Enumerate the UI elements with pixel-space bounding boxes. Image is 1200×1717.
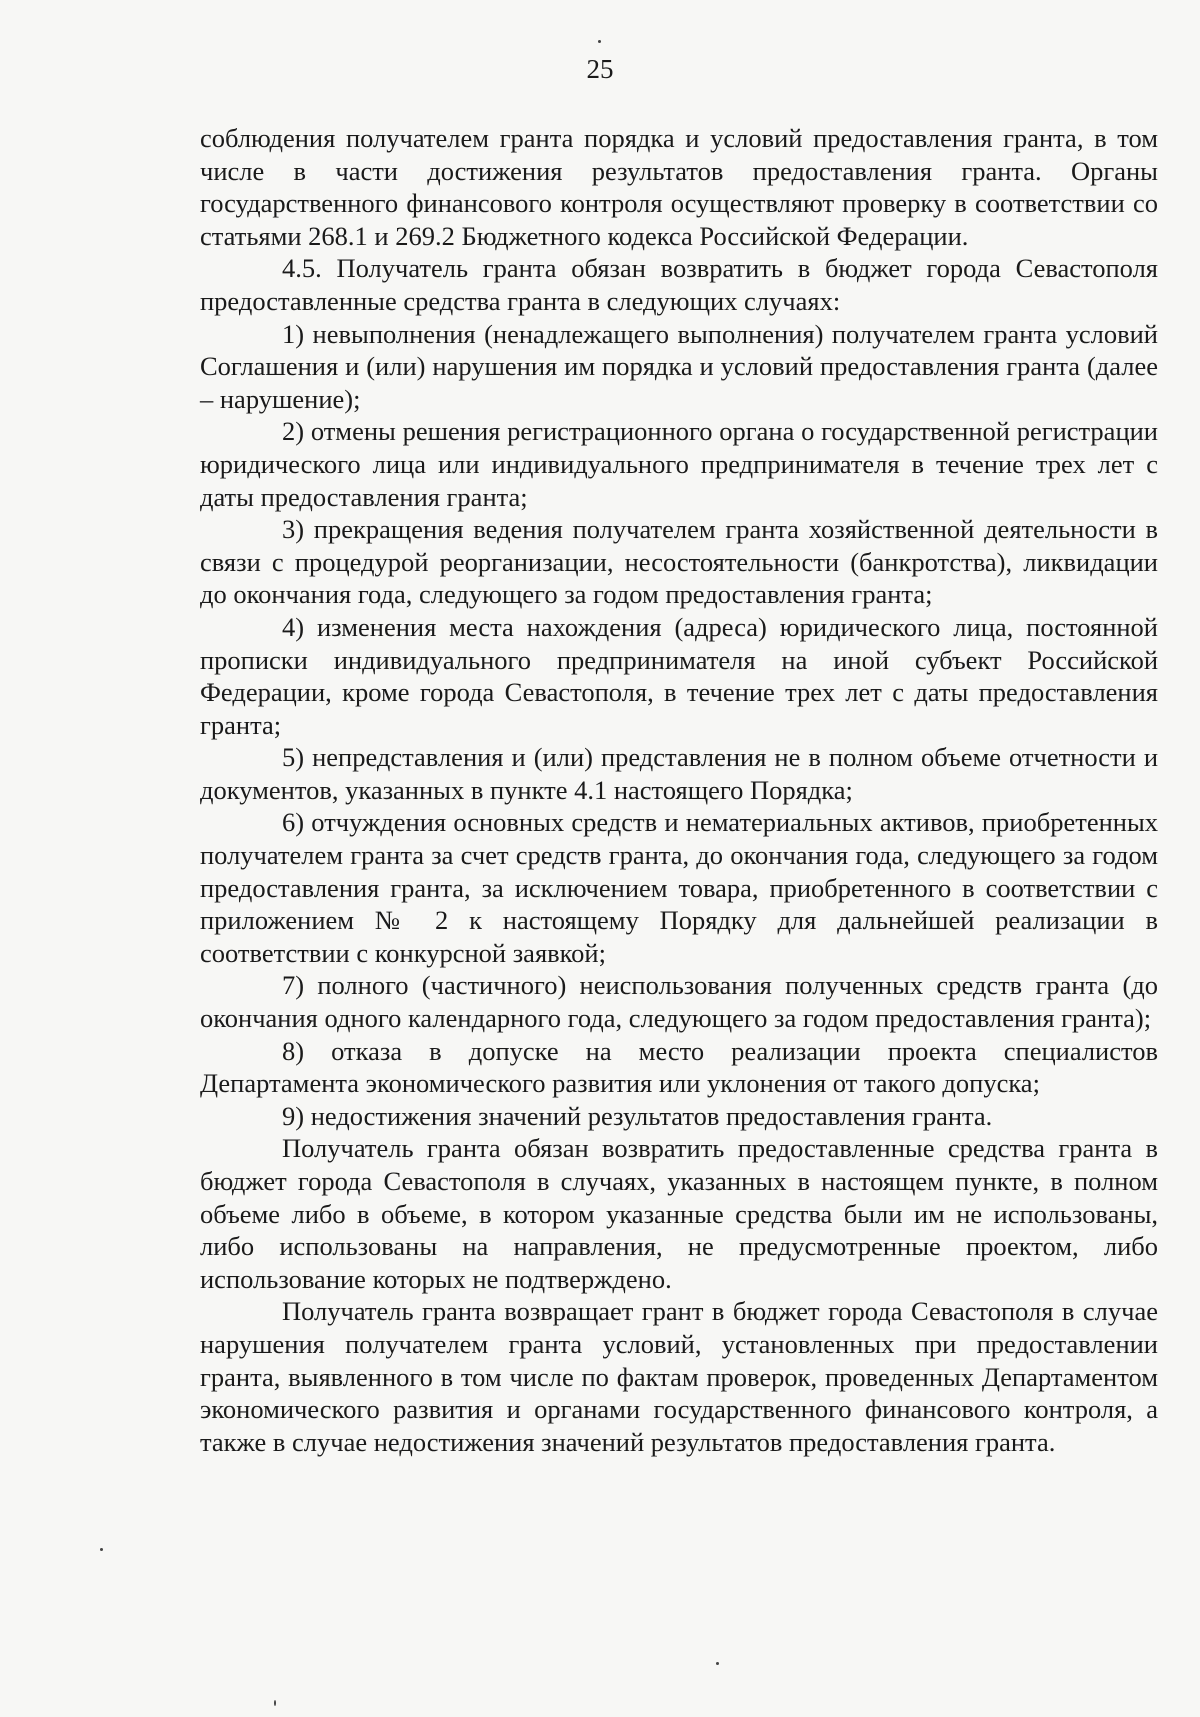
list-item-1: 1) невыполнения (ненадлежащего выполнения) получателем гранта условий Соглашения и (или) нарушения им порядка и условий предоставления гранта (далее – нарушение); bbox=[200, 318, 1158, 414]
scan-speck bbox=[716, 1662, 719, 1665]
list-item-8: 8) отказа в допуске на место реализации проекта специалистов Департамента экономического развития или уклонения от такого допуска; bbox=[200, 1035, 1158, 1099]
page-number: 25 bbox=[586, 54, 614, 84]
scan-speck bbox=[100, 1548, 103, 1551]
list-item-2: 2) отмены решения регистрационного органа о государственной регистрации юридического лица или индивидуального предпринимателя в течение трех лет с даты предоставления гранта; bbox=[200, 416, 1158, 512]
list-item-5: 5) непредставления и (или) представления не в полном объеме отчетности и документов, указанных в пункте 4.1 настоящего Порядка; bbox=[200, 742, 1158, 805]
document-body bbox=[200, 122, 1158, 1458]
scan-speck bbox=[274, 1700, 276, 1706]
list-item-7: 7) полного (частичного) неиспользования полученных средств гранта (до окончания одного календарного года, следующего за годом предоставления гранта); bbox=[200, 970, 1158, 1034]
list-item-9: 9) недостижения значений результатов предоставления гранта. bbox=[282, 1100, 993, 1131]
paragraph-return-violation: Получатель гранта возвращает грант в бюджет города Севастополя в случае нарушения получателем гранта условий, установленных при предоставлении гранта, выявленного в том числе по фактам проверок, проведенных Департаментом экономического развития и органами государственного финансового контроля, а также в случае недостижения значений результатов предоставления гранта. bbox=[200, 1296, 1158, 1457]
paragraph-return-obligation: Получатель гранта обязан возвратить предоставленные средства гранта в бюджет города Севастополя в случаях, указанных в настоящем пункте, в полном объеме либо в объеме, в котором указанные средства были им не использованы, либо использованы на направления, не предусмотренные проектом, либо использование которых не подтверждено. bbox=[200, 1133, 1158, 1294]
paragraph-continuation: соблюдения получателем гранта порядка и условий предоставления гранта, в том числе в части достижения результатов предоставления гранта. Органы государственного финансового контроля осуществляют проверку в соответствии со статьями 268.1 и 269.2 Бюджетного кодекса Российской Федерации. bbox=[200, 123, 1158, 251]
list-item-3: 3) прекращения ведения получателем гранта хозяйственной деятельности в связи с процедурой реорганизации, несостоятельности (банкротства), ликвидации до окончания года, следующего за годом предоставления гранта; bbox=[200, 514, 1158, 610]
scan-speck bbox=[598, 40, 601, 43]
paragraph-clause-4-5: 4.5. Получатель гранта обязан возвратить в бюджет города Севастополя предоставленные средства гранта в следующих случаях: bbox=[200, 253, 1158, 316]
list-item-6: 6) отчуждения основных средств и нематериальных активов, приобретенных получателем гранта за счет средств гранта, до окончания года, следующего за годом предоставления гранта, за исключением товара, приобретенного в соответствии с приложением № 2 к настоящему Порядку для дальнейшей реализации в соответствии с конкурсной заявкой; bbox=[200, 807, 1158, 968]
list-item-4: 4) изменения места нахождения (адреса) юридического лица, постоянной прописки индивидуального предпринимателя на иной субъект Российской Федерации, кроме города Севастополя, в течение трех лет с даты предоставления гранта; bbox=[200, 611, 1158, 740]
